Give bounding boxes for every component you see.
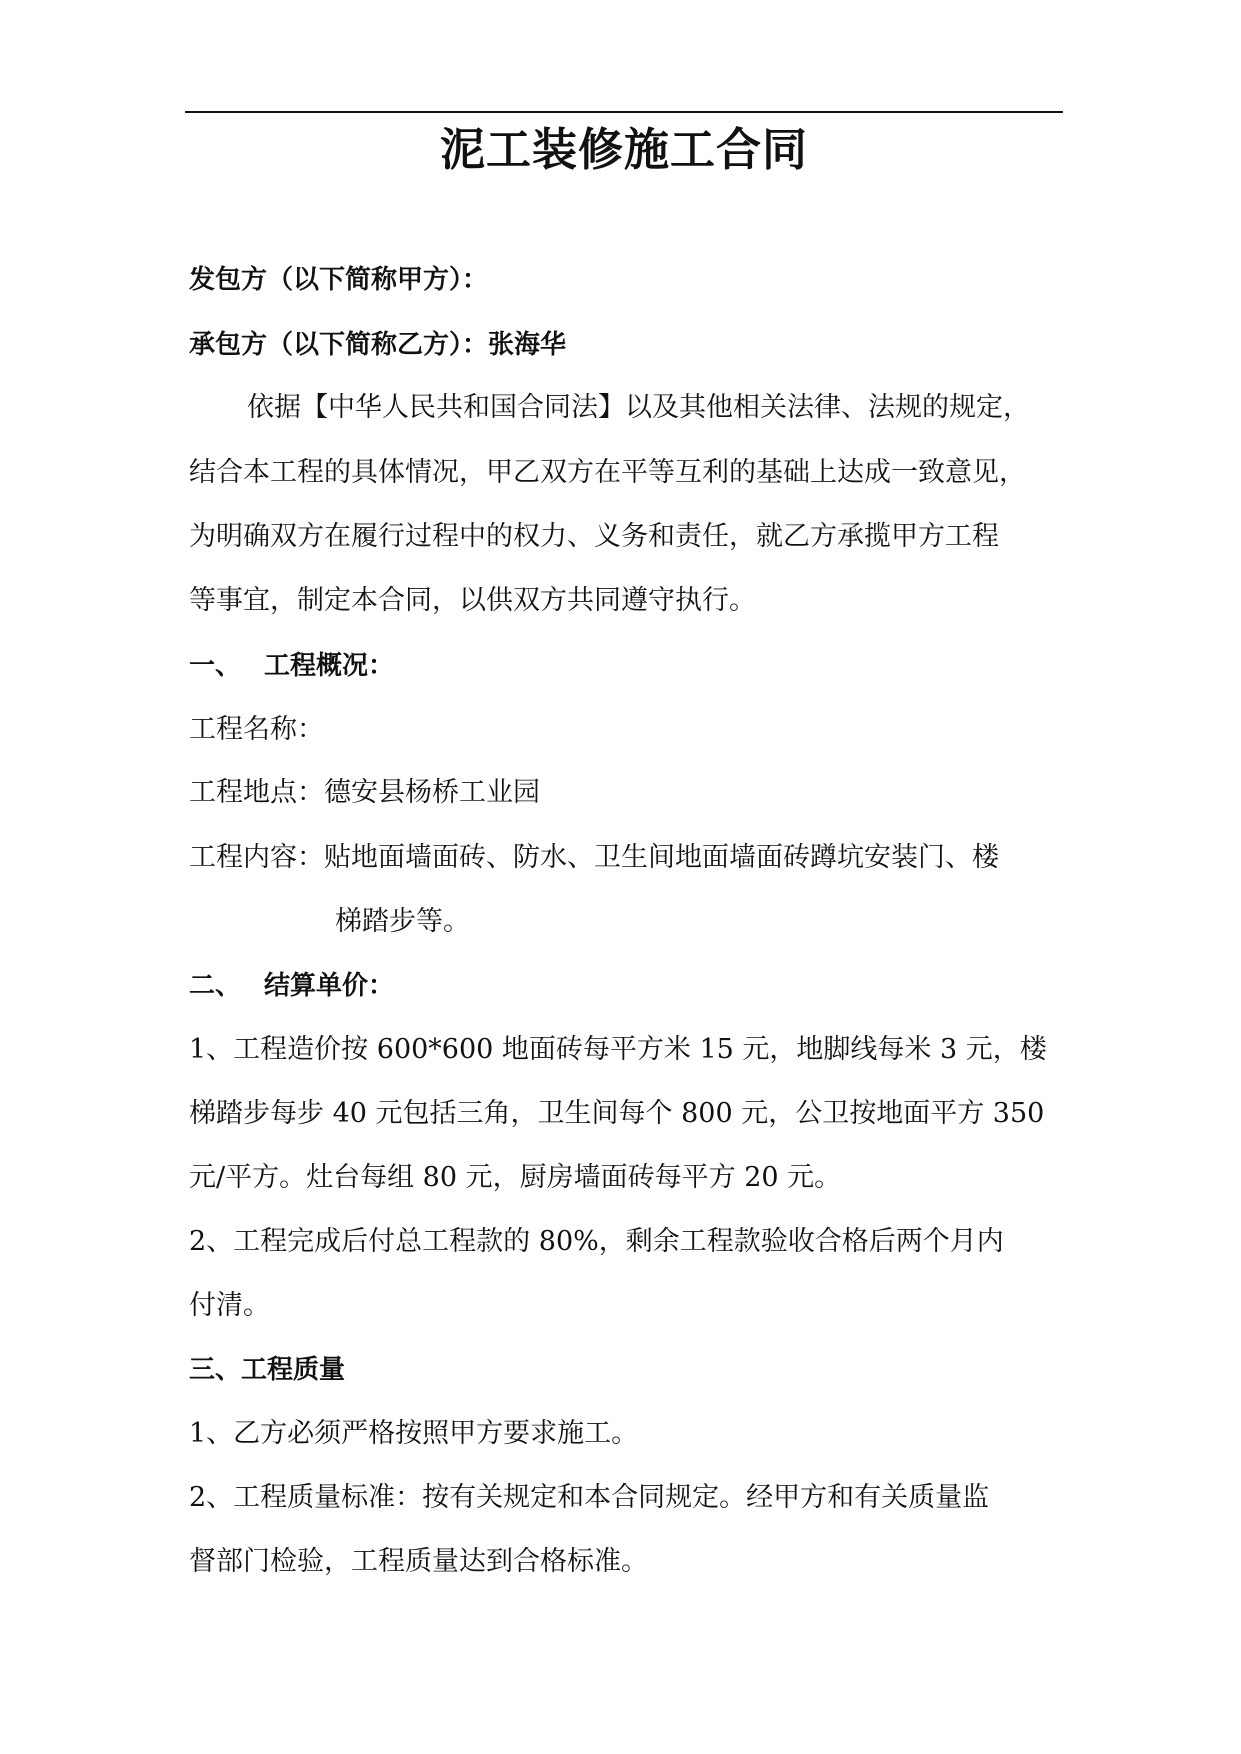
intro-paragraph-line: 结合本工程的具体情况，甲乙双方在平等互利的基础上达成一致意见，	[189, 457, 1026, 488]
payment-line: 2、工程完成后付总工程款的 80%，剩余工程款验收合格后两个月内	[189, 1226, 1004, 1257]
project-content-line: 工程内容：贴地面墙面砖、防水、卫生间地面墙面砖蹲坑安装门、楼	[189, 842, 999, 873]
section-2-heading	[189, 966, 394, 1006]
pricing-line: 1、工程造价按 600*600 地面砖每平方米 15 元，地脚线每米 3 元，楼	[189, 1034, 1047, 1065]
project-name-line: 工程名称：	[189, 714, 324, 745]
party-a-line: 发包方（以下简称甲方）：	[189, 265, 489, 295]
header-rule	[185, 111, 1063, 113]
project-content-line-continued: 梯踏步等。	[335, 906, 470, 937]
section-1-number: 一、	[189, 651, 242, 681]
payment-line: 付清。	[189, 1290, 270, 1321]
quality-line: 1、乙方必须严格按照甲方要求施工。	[189, 1418, 639, 1449]
section-2-number: 二、	[189, 971, 242, 1001]
section-1-title: 工程概况：	[264, 651, 395, 681]
pricing-line: 元/平方。灶台每组 80 元，厨房墙面砖每平方 20 元。	[189, 1162, 842, 1193]
quality-line: 督部门检验，工程质量达到合格标准。	[189, 1546, 648, 1577]
pricing-line: 梯踏步每步 40 元包括三角，卫生间每个 800 元，公卫按地面平方 350	[189, 1098, 1045, 1129]
intro-paragraph-line: 为明确双方在履行过程中的权力、义务和责任，就乙方承揽甲方工程	[189, 521, 999, 552]
document-title: 泥工装修施工合同	[439, 123, 808, 176]
quality-line: 2、工程质量标准：按有关规定和本合同规定。经甲方和有关质量监	[189, 1482, 990, 1513]
section-3-heading: 三、工程质量	[189, 1355, 346, 1385]
party-b-line: 承包方（以下简称乙方）：张海华	[189, 330, 567, 360]
intro-paragraph-line: 等事宜，制定本合同，以供双方共同遵守执行。	[189, 585, 756, 616]
section-1-heading	[189, 646, 394, 686]
section-2-title: 结算单价：	[264, 971, 395, 1001]
intro-paragraph-line: 依据【中华人民共和国合同法】以及其他相关法律、法规的规定，	[247, 392, 1030, 423]
project-location-line: 工程地点：德安县杨桥工业园	[189, 777, 540, 808]
